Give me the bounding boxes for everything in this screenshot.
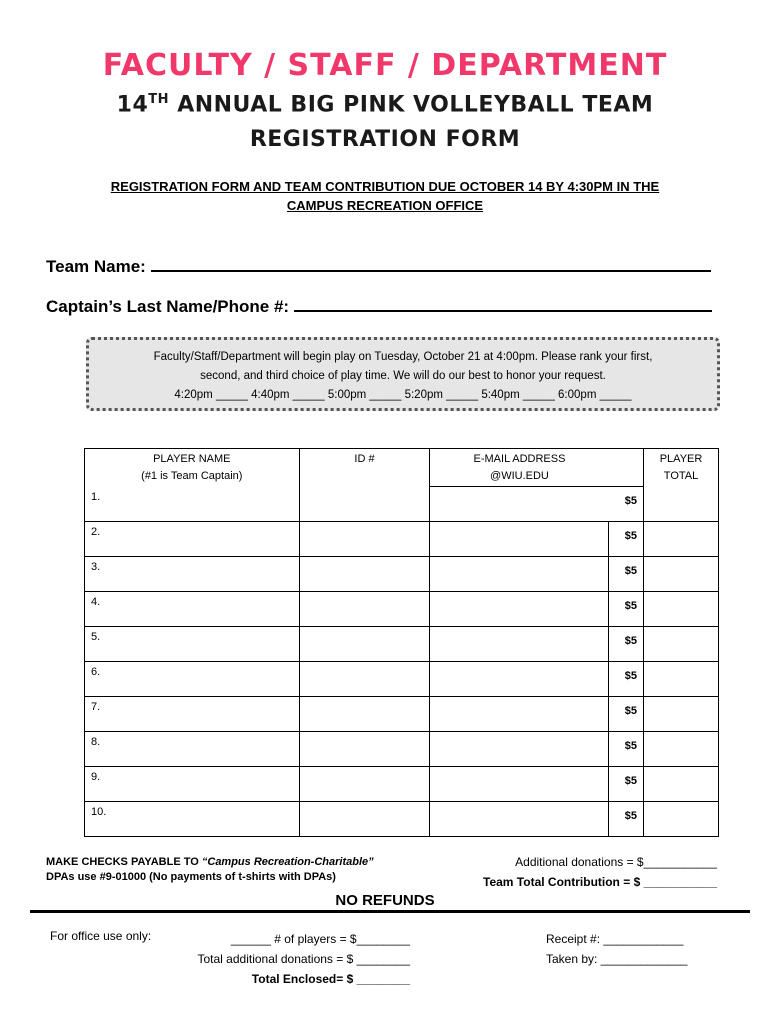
player-total-cell[interactable] — [644, 767, 719, 802]
player-name-cell[interactable]: 9. — [85, 767, 300, 802]
form-subtitle — [0, 92, 770, 117]
email-cell[interactable] — [430, 767, 609, 802]
player-name-cell[interactable]: 5. — [85, 627, 300, 662]
form-subtitle-2: REGISTRATION FORM — [249, 127, 521, 152]
id-cell[interactable] — [299, 592, 430, 627]
divider — [30, 910, 750, 913]
email-cell[interactable] — [430, 662, 609, 697]
play-time-choices[interactable]: 4:20pm _____ 4:40pm _____ 5:00pm _____ 5:20pm _____ 5:40pm _____ 6:00pm _____ — [174, 389, 632, 401]
id-cell[interactable] — [299, 767, 430, 802]
header-total-line2: TOTAL — [663, 470, 699, 482]
header-total — [644, 449, 719, 522]
id-cell[interactable] — [299, 522, 430, 557]
player-total-cell[interactable] — [644, 627, 719, 662]
subtitle-text: ANNUAL BIG PINK VOLLEYBALL TEAM — [169, 92, 654, 118]
id-cell[interactable] — [299, 732, 430, 767]
additional-donations-field[interactable]: Additional donations = $___________ — [515, 855, 717, 869]
table-row — [85, 557, 719, 592]
header-email-line2: @WIU.EDU — [490, 470, 549, 482]
table-row — [85, 662, 719, 697]
player-total-cell[interactable] — [644, 557, 719, 592]
team-name-field[interactable] — [151, 256, 711, 272]
id-cell[interactable] — [299, 802, 430, 837]
header-total-line1: PLAYER — [659, 453, 703, 465]
header-player-name-line2: (#1 is Team Captain) — [141, 470, 243, 482]
header-id-label: ID # — [354, 453, 375, 465]
email-cell[interactable] — [430, 697, 609, 732]
play-time-line1: Faculty/Staff/Department will begin play on Tuesday, October 21 at 4:00pm. Please rank your first, — [153, 351, 653, 363]
player-name-cell[interactable]: 7. — [85, 697, 300, 732]
form-title: FACULTY / STAFF / DEPARTMENT — [102, 48, 668, 83]
additional-total-field[interactable]: Total additional donations = $ ________ — [197, 952, 410, 966]
fee-cell: $5 — [609, 557, 644, 592]
header-email-line1: E-MAIL ADDRESS — [473, 453, 566, 465]
player-name-cell[interactable]: 2. — [85, 522, 300, 557]
office-use-label: For office use only: — [50, 929, 152, 943]
player-total-cell[interactable] — [644, 592, 719, 627]
id-cell[interactable] — [299, 697, 430, 732]
player-name-cell[interactable]: 10. — [85, 802, 300, 837]
table-row — [85, 697, 719, 732]
table-row — [85, 522, 719, 557]
fee-cell: $5 — [609, 697, 644, 732]
subtitle-number: 14 — [116, 92, 149, 118]
email-cell[interactable] — [430, 592, 609, 627]
fee-cell: $5 — [609, 732, 644, 767]
dpa-note: DPAs use #9-01000 (No payments of t-shirts with DPAs) — [46, 871, 336, 883]
table-header-row — [85, 449, 719, 487]
player-total-cell[interactable] — [644, 697, 719, 732]
email-cell[interactable] — [430, 522, 609, 557]
fee-cell: $5 — [609, 802, 644, 837]
header-player-name — [85, 449, 300, 487]
fee-cell: $5 — [609, 627, 644, 662]
table-row — [85, 802, 719, 837]
table-row — [85, 767, 719, 802]
due-notice-line1: REGISTRATION FORM AND TEAM CONTRIBUTION DUE OCTOBER 14 BY 4:30PM IN THE — [110, 179, 660, 194]
id-cell[interactable] — [299, 662, 430, 697]
payment-instructions — [46, 855, 374, 885]
office-tally — [160, 929, 410, 989]
email-cell[interactable] — [430, 627, 609, 662]
due-notice-line2: CAMPUS RECREATION OFFICE — [286, 198, 484, 213]
table-row — [85, 732, 719, 767]
make-checks-payee: “Campus Recreation-Charitable” — [201, 856, 374, 868]
player-table — [84, 448, 719, 837]
player-total-cell[interactable] — [644, 802, 719, 837]
total-enclosed-field[interactable]: Total Enclosed= $ ________ — [251, 972, 410, 986]
email-cell[interactable] — [430, 557, 609, 592]
fee-cell: $5 — [609, 522, 644, 557]
email-cell[interactable] — [430, 802, 609, 837]
player-name-cell[interactable]: 6. — [85, 662, 300, 697]
receipt-block — [546, 929, 687, 969]
header-player-name-line1: PLAYER NAME — [153, 453, 231, 465]
id-cell[interactable] — [299, 627, 430, 662]
id-cell[interactable] — [299, 557, 430, 592]
captain-label: Captain’s Last Name/Phone #: — [46, 297, 290, 316]
player-name-cell[interactable]: 4. — [85, 592, 300, 627]
make-checks-line — [46, 855, 374, 870]
donations-block — [470, 852, 717, 892]
play-time-box — [86, 337, 720, 411]
no-refunds-notice: NO REFUNDS — [335, 892, 435, 909]
header-fee — [609, 449, 644, 487]
header-id — [299, 449, 430, 522]
player-total-cell[interactable] — [644, 662, 719, 697]
subtitle-ordinal: TH — [148, 92, 170, 107]
captain-row — [46, 296, 712, 317]
player-total-cell[interactable] — [644, 522, 719, 557]
email-cell[interactable] — [430, 732, 609, 767]
table-row — [85, 627, 719, 662]
taken-by-field[interactable]: Taken by: _____________ — [546, 952, 688, 966]
fee-cell: $5 — [609, 767, 644, 802]
due-notice — [40, 177, 730, 215]
captain-field[interactable] — [294, 296, 712, 312]
receipt-field[interactable]: Receipt #: ____________ — [546, 932, 684, 946]
team-name-label: Team Name: — [46, 257, 146, 276]
player-total-cell[interactable] — [644, 732, 719, 767]
play-time-line2: second, and third choice of play time. We will do our best to honor your request. — [200, 370, 606, 382]
fee-cell: $5 — [609, 662, 644, 697]
team-name-row — [46, 256, 711, 277]
player-name-cell[interactable]: 3. — [85, 557, 300, 592]
fee-cell: $5 — [609, 592, 644, 627]
player-name-cell[interactable]: 1. — [85, 487, 300, 522]
table-row — [85, 592, 719, 627]
player-name-cell[interactable]: 8. — [85, 732, 300, 767]
fee-cell: $5 — [609, 487, 644, 522]
players-count-field[interactable]: ______ # of players = $________ — [230, 932, 410, 946]
make-checks-prefix: MAKE CHECKS PAYABLE TO — [46, 856, 202, 868]
header-email — [430, 449, 609, 487]
email-cell[interactable] — [430, 487, 609, 522]
team-total-field[interactable]: Team Total Contribution = $ ___________ — [483, 875, 717, 889]
